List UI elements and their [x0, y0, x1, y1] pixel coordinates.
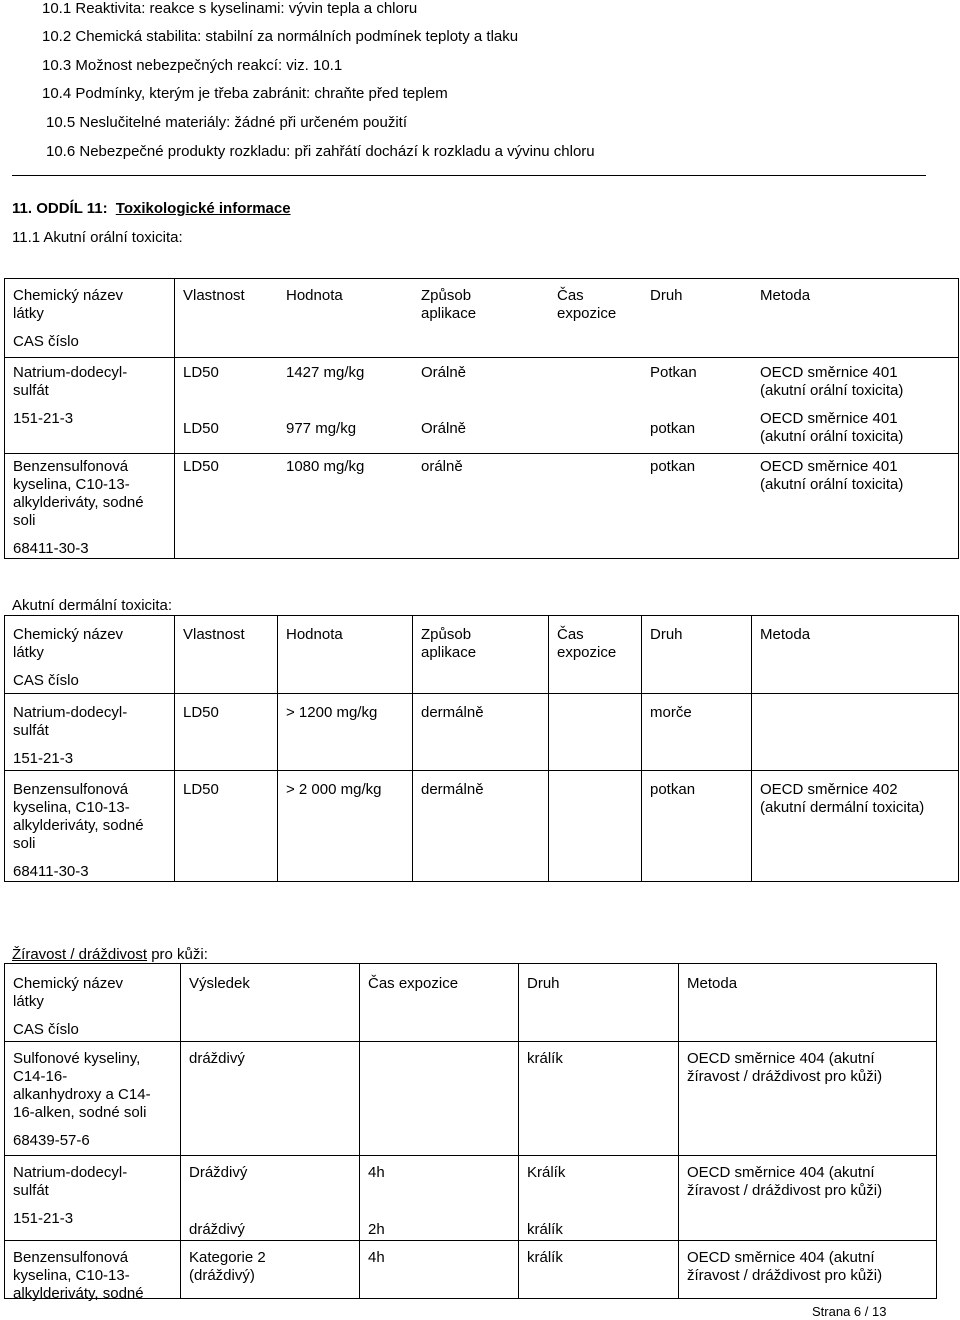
substance-name: Sulfonové kyseliny, [13, 1050, 141, 1067]
section-title: Toxikologické informace [115, 200, 291, 217]
cas-number: 68411-30-3 [13, 863, 89, 880]
species: potkan [650, 420, 696, 437]
col-header-method: Metoda [760, 626, 811, 643]
col-header-chemical-name-2: látky [13, 644, 44, 661]
cas-number: 68411-30-3 [13, 540, 89, 557]
value: 1427 mg/kg [286, 364, 365, 381]
method: OECD směrnice 401 [760, 458, 898, 475]
method-2: žíravost / dráždivost pro kůži) [687, 1068, 883, 1085]
method-2: (akutní orální toxicita) [760, 428, 904, 445]
col-header-species: Druh [650, 287, 683, 304]
property: LD50 [183, 704, 219, 721]
sec10-line-1: 10.1 Reaktivita: reakce s kyselinami: vývin tepla a chloru [42, 0, 418, 17]
col-header-exposure: Čas expozice [368, 975, 459, 992]
value: > 1200 mg/kg [286, 704, 378, 721]
col-header-species: Druh [650, 626, 683, 643]
col-header-route-2: aplikace [421, 305, 477, 322]
col-header-route: Způsob [421, 626, 472, 643]
col-header-route: Způsob [421, 287, 472, 304]
exposure-time: 4h [368, 1249, 385, 1266]
result: dráždivý [189, 1050, 245, 1067]
species: potkan [650, 781, 696, 798]
species: králík [527, 1249, 563, 1266]
col-header-cas: CAS číslo [13, 672, 79, 689]
section-11-heading [12, 200, 291, 218]
col-header-chemical-name-2: látky [13, 993, 44, 1010]
col-header-value: Hodnota [286, 287, 343, 304]
substance-name-3: alkylderiváty, sodné [13, 1285, 144, 1302]
exposure-time: 2h [368, 1221, 385, 1238]
species: Potkan [650, 364, 697, 381]
value: > 2 000 mg/kg [286, 781, 382, 798]
substance-name: Natrium-dodecyl- [13, 364, 128, 381]
result-2: (dráždivý) [189, 1267, 255, 1284]
col-header-chemical-name: Chemický název [13, 287, 124, 304]
substance-name: Benzensulfonová [13, 781, 129, 798]
col-header-cas: CAS číslo [13, 1021, 79, 1038]
cas-number: 68439-57-6 [13, 1132, 90, 1149]
species: králík [527, 1221, 563, 1238]
substance-name: Natrium-dodecyl- [13, 704, 128, 721]
col-header-property: Vlastnost [183, 626, 245, 643]
col-header-route-2: aplikace [421, 644, 477, 661]
substance-name-2: sulfát [13, 722, 49, 739]
oral-toxicity-heading: 11.1 Akutní orální toxicita: [12, 229, 183, 246]
substance-name-3: alkanhydroxy a C14- [13, 1086, 151, 1103]
substance-name-3: alkylderiváty, sodné [13, 817, 144, 834]
col-header-result: Výsledek [189, 975, 250, 992]
species: potkan [650, 458, 696, 475]
substance-name-2: sulfát [13, 1182, 49, 1199]
substance-name-4: 16-alken, sodné soli [13, 1104, 147, 1121]
result: dráždivý [189, 1221, 245, 1238]
method: OECD směrnice 401 [760, 410, 898, 427]
col-header-property: Vlastnost [183, 287, 245, 304]
method: OECD směrnice 402 [760, 781, 898, 798]
substance-name-2: kyselina, C10-13- [13, 476, 130, 493]
substance-name-2: sulfát [13, 382, 49, 399]
result: Kategorie 2 [189, 1249, 266, 1266]
sec10-line-3: 10.3 Možnost nebezpečných reakcí: viz. 10.1 [42, 57, 343, 74]
substance-name-4: soli [13, 835, 36, 852]
sec10-line-2: 10.2 Chemická stabilita: stabilní za normálních podmínek teploty a tlaku [42, 28, 519, 45]
col-header-value: Hodnota [286, 626, 343, 643]
method: OECD směrnice 404 (akutní [687, 1249, 875, 1266]
section-divider [12, 175, 926, 176]
value: 977 mg/kg [286, 420, 357, 437]
substance-name-2: kyselina, C10-13- [13, 799, 130, 816]
substance-name: Natrium-dodecyl- [13, 1164, 128, 1181]
oral-toxicity-table [4, 278, 959, 559]
method: OECD směrnice 404 (akutní [687, 1164, 875, 1181]
skin-heading-rest: pro kůži: [147, 946, 208, 963]
skin-irritation-heading [12, 946, 208, 964]
value: 1080 mg/kg [286, 458, 365, 475]
species: Králík [527, 1164, 566, 1181]
substance-name-2: kyselina, C10-13- [13, 1267, 130, 1284]
property: LD50 [183, 458, 219, 475]
col-header-method: Metoda [687, 975, 738, 992]
sec10-line-4: 10.4 Podmínky, kterým je třeba zabránit: chraňte před teplem [42, 85, 448, 102]
skin-irritation-table [4, 963, 937, 1302]
col-header-exposure-2: expozice [557, 644, 617, 661]
method-2: (akutní dermální toxicita) [760, 799, 925, 816]
method-2: (akutní orální toxicita) [760, 382, 904, 399]
route: orálně [421, 458, 463, 475]
route: Orálně [421, 364, 467, 381]
cas-number: 151-21-3 [13, 750, 74, 767]
col-header-chemical-name-2: látky [13, 305, 44, 322]
section-number: 11. ODDÍL 11: [12, 200, 108, 217]
skin-heading-main: Žíravost / dráždivost [12, 946, 148, 963]
col-header-chemical-name: Chemický název [13, 626, 124, 643]
method-2: žíravost / dráždivost pro kůži) [687, 1182, 883, 1199]
property: LD50 [183, 420, 219, 437]
route: dermálně [421, 704, 484, 721]
route: Orálně [421, 420, 467, 437]
substance-name-3: alkylderiváty, sodné [13, 494, 144, 511]
property: LD50 [183, 781, 219, 798]
substance-name: Benzensulfonová [13, 1249, 129, 1266]
dermal-toxicity-heading: Akutní dermální toxicita: [12, 597, 173, 614]
col-header-species: Druh [527, 975, 560, 992]
col-header-cas: CAS číslo [13, 333, 79, 350]
dermal-toxicity-table [4, 615, 959, 882]
col-header-chemical-name: Chemický název [13, 975, 124, 992]
method-2: žíravost / dráždivost pro kůži) [687, 1267, 883, 1284]
exposure-time: 4h [368, 1164, 385, 1181]
col-header-exposure: Čas [557, 287, 584, 304]
substance-name-4: soli [13, 512, 36, 529]
cas-number: 151-21-3 [13, 1210, 74, 1227]
substance-name-2: C14-16- [13, 1068, 68, 1085]
cas-number: 151-21-3 [13, 410, 74, 427]
route: dermálně [421, 781, 484, 798]
sec10-line-5: 10.5 Neslučitelné materiály: žádné při určeném použití [46, 114, 408, 131]
col-header-method: Metoda [760, 287, 811, 304]
species: morče [650, 704, 692, 721]
col-header-exposure: Čas [557, 626, 584, 643]
result: Dráždivý [189, 1164, 248, 1181]
method: OECD směrnice 404 (akutní [687, 1050, 875, 1067]
property: LD50 [183, 364, 219, 381]
method-2: (akutní orální toxicita) [760, 476, 904, 493]
species: králík [527, 1050, 563, 1067]
col-header-exposure-2: expozice [557, 305, 617, 322]
method: OECD směrnice 401 [760, 364, 898, 381]
page-number: Strana 6 / 13 [812, 1304, 887, 1319]
sec10-line-6: 10.6 Nebezpečné produkty rozkladu: při zahřátí dochází k rozkladu a vývinu chloru [46, 143, 595, 160]
substance-name: Benzensulfonová [13, 458, 129, 475]
